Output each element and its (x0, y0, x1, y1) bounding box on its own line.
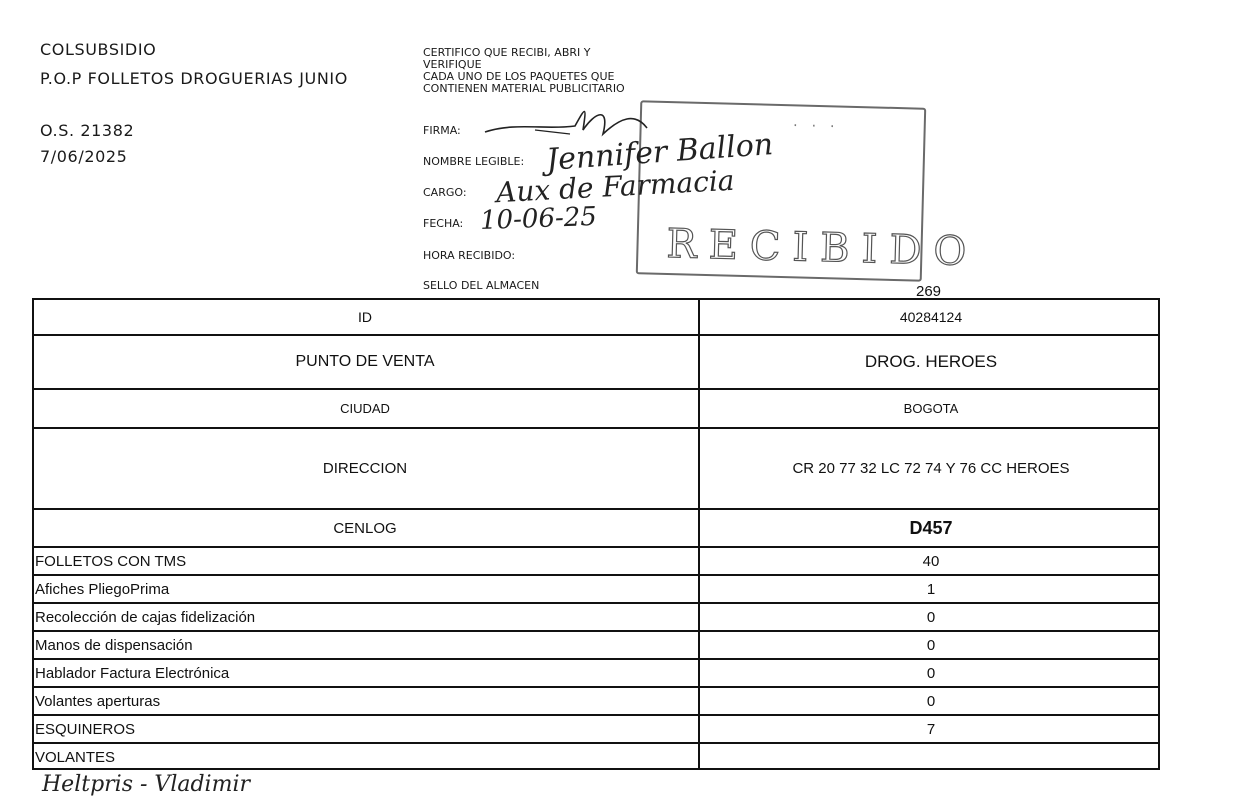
list-item (32, 630, 1160, 658)
item-label: Hablador Factura Electrónica (35, 664, 230, 682)
item-label: Recolección de cajas fidelización (35, 608, 256, 626)
certification-line: VERIFIQUE (423, 58, 482, 71)
received-stamp: · · · RECIBIDO (636, 100, 926, 281)
item-value (698, 744, 1162, 770)
row-label: PUNTO DE VENTA (295, 353, 435, 370)
item-label: ESQUINEROS (35, 720, 136, 738)
row-value: DROG. HEROES (698, 336, 1162, 388)
footer-handwritten-note: Heltpris - Vladimir (42, 772, 251, 797)
list-item (32, 714, 1160, 742)
item-label: Volantes aperturas (35, 692, 161, 710)
hora-label: HORA RECIBIDO: (423, 249, 516, 262)
item-value: 40 (698, 548, 1162, 574)
list-item (32, 658, 1160, 686)
item-label: VOLANTES (35, 748, 116, 766)
page-number: 269 (916, 283, 942, 300)
row-label: DIRECCION (322, 460, 408, 477)
service-order: O.S. 21382 (40, 121, 135, 140)
list-item (32, 742, 1160, 770)
delivery-table (32, 298, 1160, 770)
table-row (32, 508, 1160, 546)
certification-line: CERTIFICO QUE RECIBI, ABRI Y (423, 46, 591, 59)
certification-line: CONTIENEN MATERIAL PUBLICITARIO (423, 82, 625, 95)
fecha-label: FECHA: (423, 217, 464, 230)
item-value: 0 (698, 660, 1162, 686)
certification-line: CADA UNO DE LOS PAQUETES QUE (423, 70, 615, 83)
list-item (32, 546, 1160, 574)
row-label: ID (358, 309, 372, 325)
stamp-word: RECIBIDO (665, 221, 979, 276)
table-row (32, 298, 1160, 334)
project-title: P.O.P FOLLETOS DROGUERIAS JUNIO (40, 69, 348, 88)
table-row (32, 334, 1160, 388)
document-date: 7/06/2025 (40, 147, 128, 166)
item-label: Manos de dispensación (35, 636, 193, 654)
certification-text (423, 47, 703, 95)
handwritten-cargo: Aux de Farmacia (495, 163, 736, 210)
list-item (32, 574, 1160, 602)
cargo-label: CARGO: (423, 186, 467, 199)
item-value: 1 (698, 576, 1162, 602)
row-label: CENLOG (333, 519, 397, 537)
item-label: Afiches PliegoPrima (35, 580, 170, 598)
list-item (32, 686, 1160, 714)
row-value: CR 20 77 32 LC 72 74 Y 76 CC HEROES (698, 429, 1162, 508)
item-value: 7 (698, 716, 1162, 742)
company-name: COLSUBSIDIO (40, 40, 157, 59)
row-label: CIUDAD (340, 401, 390, 416)
row-value: BOGOTA (698, 390, 1162, 427)
row-value: D457 (698, 510, 1162, 546)
handwritten-name: Jennifer Ballon (545, 127, 775, 178)
table-row (32, 388, 1160, 427)
firma-label: FIRMA: (423, 124, 461, 137)
row-value: 40284124 (698, 300, 1162, 334)
sello-label: SELLO DEL ALMACEN (423, 279, 540, 292)
item-value: 0 (698, 688, 1162, 714)
list-item (32, 602, 1160, 630)
item-value: 0 (698, 632, 1162, 658)
item-value: 0 (698, 604, 1162, 630)
table-row (32, 427, 1160, 508)
handwritten-date: 10-06-25 (479, 201, 598, 237)
item-label: FOLLETOS CON TMS (35, 552, 187, 570)
nombre-label: NOMBRE LEGIBLE: (423, 155, 525, 168)
